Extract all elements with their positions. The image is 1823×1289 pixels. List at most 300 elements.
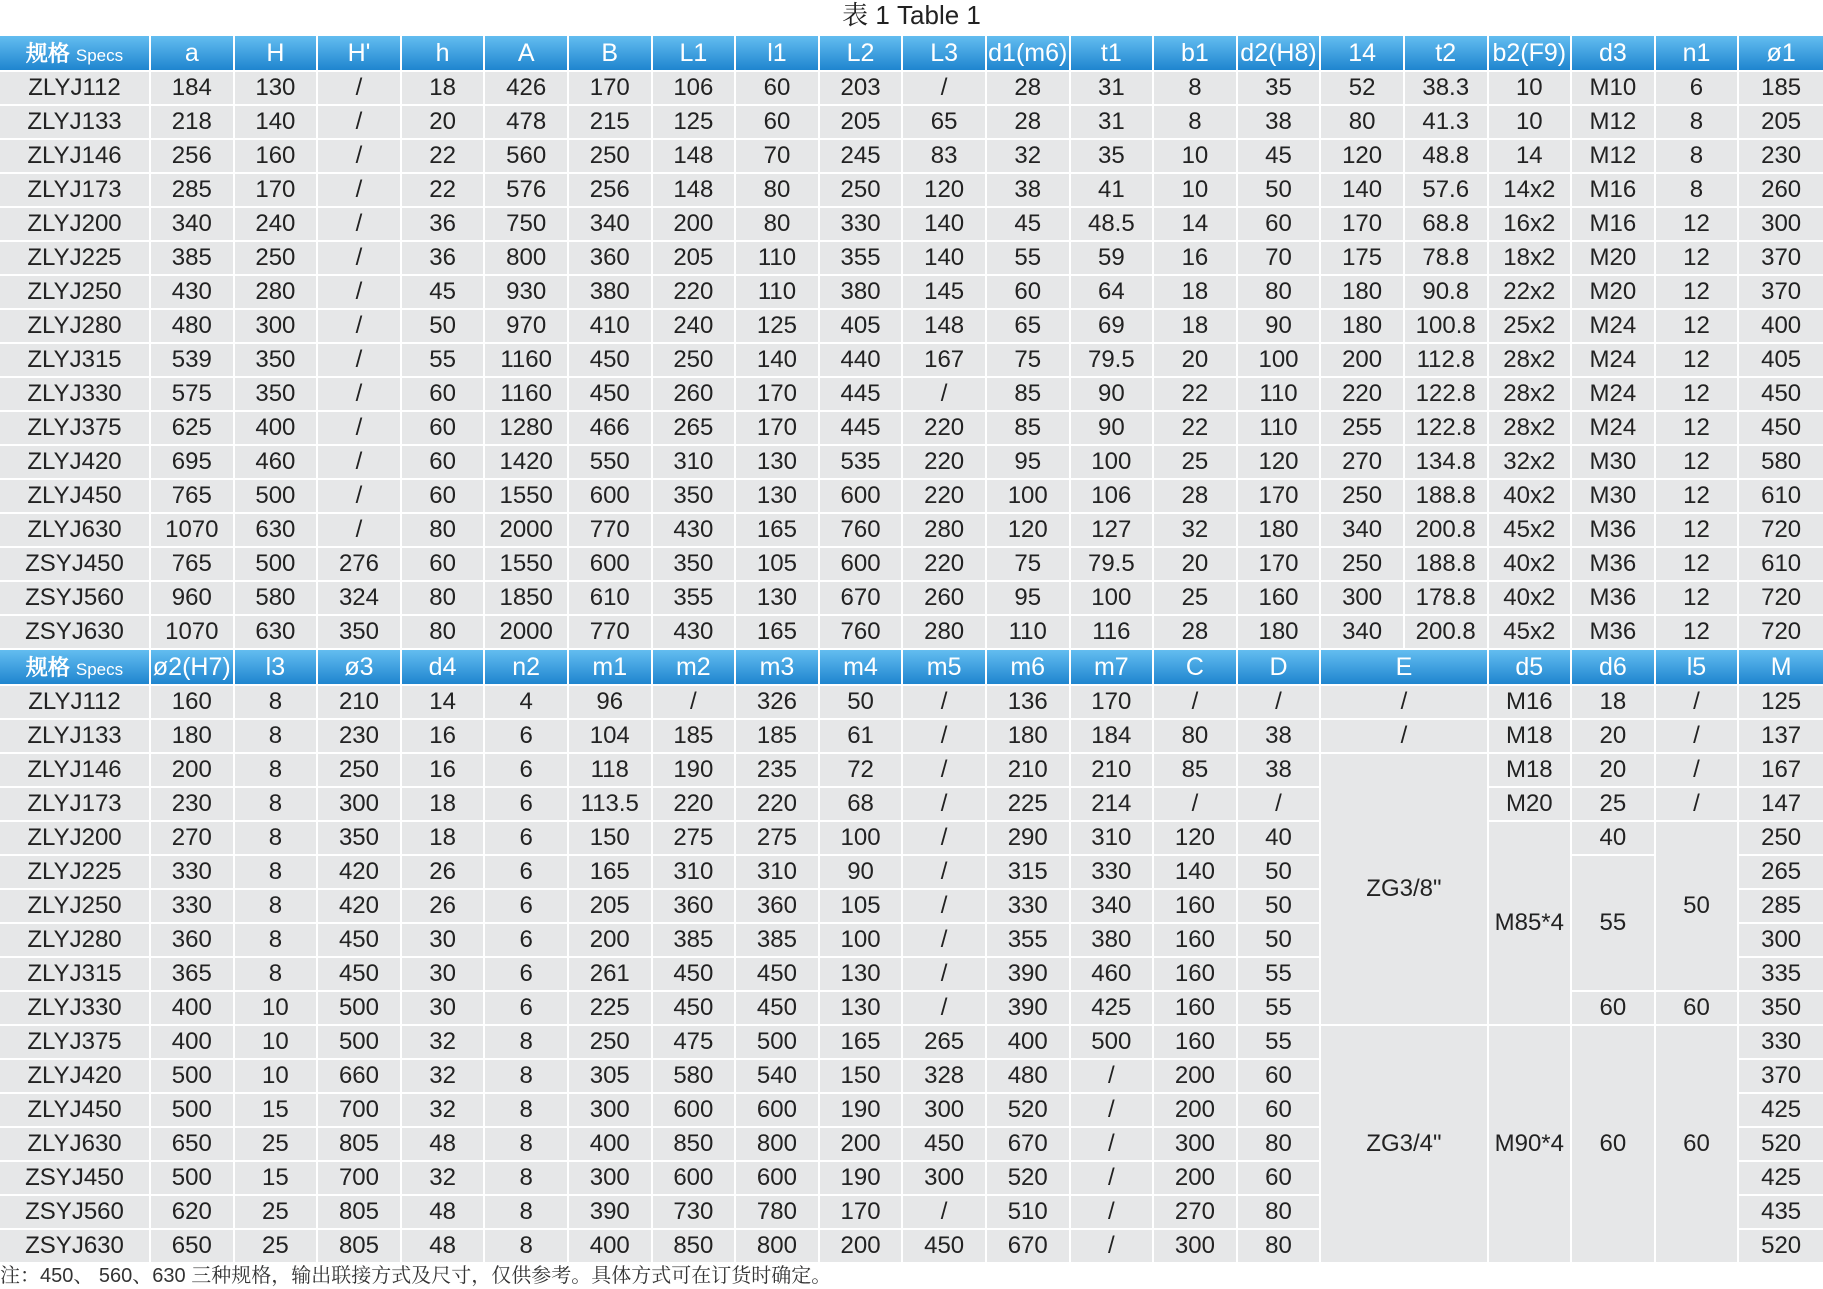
table-cell: 160	[235, 140, 319, 174]
table-cell: 25	[235, 1128, 319, 1162]
column-header: D	[1238, 650, 1322, 686]
table-cell: 28	[987, 72, 1071, 106]
column-header: 14	[1321, 36, 1405, 72]
table-cell: 178.8	[1405, 582, 1489, 616]
table-cell: 31	[1071, 72, 1155, 106]
table-cell: 80	[402, 514, 486, 548]
table-cell: 200	[569, 924, 653, 958]
table-cell: 600	[653, 1094, 737, 1128]
table-cell: /	[903, 822, 987, 856]
table-cell: 125	[736, 310, 820, 344]
column-header: m5	[903, 650, 987, 686]
table-cell: 165	[736, 514, 820, 548]
table-cell: 370	[1739, 276, 1823, 310]
table-cell: 8	[235, 924, 319, 958]
table-cell: 60	[987, 276, 1071, 310]
table-cell: /	[1321, 720, 1488, 754]
table-cell: 120	[987, 514, 1071, 548]
spec-cell: ZLYJ250	[0, 276, 151, 310]
column-header: n2	[485, 650, 569, 686]
column-header: m2	[653, 650, 737, 686]
table-cell: 10	[1154, 140, 1238, 174]
table-cell: 120	[903, 174, 987, 208]
table-cell: 6	[485, 754, 569, 788]
header-row	[0, 650, 1823, 686]
table-cell: 190	[653, 754, 737, 788]
table-cell: /	[1656, 720, 1740, 754]
table-cell: 100	[1071, 582, 1155, 616]
table-cell: 15	[235, 1094, 319, 1128]
table-cell: 38	[1238, 720, 1322, 754]
table-cell: 230	[151, 788, 235, 822]
table-cell: 32	[402, 1060, 486, 1094]
table-cell: /	[318, 378, 402, 412]
table-cell: 390	[987, 992, 1071, 1026]
table-cell: 60	[1238, 1060, 1322, 1094]
table-cell: 625	[151, 412, 235, 446]
table-cell: 12	[1656, 344, 1740, 378]
table-row	[0, 310, 1823, 344]
table-cell: 300	[1154, 1230, 1238, 1264]
table-cell: 148	[903, 310, 987, 344]
table-cell: 805	[318, 1128, 402, 1162]
table-cell: 700	[318, 1162, 402, 1196]
table-cell: 340	[569, 208, 653, 242]
table-row	[0, 412, 1823, 446]
table-cell: 190	[820, 1162, 904, 1196]
table-cell: 8	[1656, 174, 1740, 208]
table-cell: 145	[903, 276, 987, 310]
table-cell: 203	[820, 72, 904, 106]
table-cell: 218	[151, 106, 235, 140]
table-cell: 40	[1572, 822, 1656, 856]
table-cell: 130	[235, 72, 319, 106]
table-cell: 31	[1071, 106, 1155, 140]
table-cell: 200.8	[1405, 514, 1489, 548]
table-cell: 175	[1321, 242, 1405, 276]
table-cell: 450	[903, 1128, 987, 1162]
column-header: l1	[736, 36, 820, 72]
table-cell: 80	[736, 174, 820, 208]
table-cell: 480	[151, 310, 235, 344]
table-cell: 330	[1071, 856, 1155, 890]
table-cell: 18	[1572, 686, 1656, 720]
spec-cell: ZLYJ112	[0, 72, 151, 106]
table-cell: 326	[736, 686, 820, 720]
table-cell: 41.3	[1405, 106, 1489, 140]
table-cell: 6	[485, 822, 569, 856]
table-cell: 450	[569, 344, 653, 378]
table-cell: 250	[1739, 822, 1823, 856]
table-cell: 60	[402, 480, 486, 514]
column-header: H	[235, 36, 319, 72]
table-cell: 265	[653, 412, 737, 446]
table-cell: 280	[903, 616, 987, 650]
table-cell: 170	[235, 174, 319, 208]
column-header: l5	[1656, 650, 1740, 686]
table-cell: 600	[653, 1162, 737, 1196]
table-cell: 80	[1238, 1230, 1322, 1264]
table-cell: 760	[820, 514, 904, 548]
table-cell: 100	[820, 924, 904, 958]
spec-cell: ZLYJ330	[0, 992, 151, 1026]
table-cell: 185	[1739, 72, 1823, 106]
table-cell: 370	[1739, 1060, 1823, 1094]
table-cell: /	[903, 788, 987, 822]
table-cell: 256	[569, 174, 653, 208]
table-cell: 305	[569, 1060, 653, 1094]
table-cell: M16	[1489, 686, 1573, 720]
table-cell: 8	[235, 686, 319, 720]
column-header-e: E	[1321, 650, 1488, 686]
table-cell: 106	[1071, 480, 1155, 514]
table-cell: 500	[318, 1026, 402, 1060]
table-cell: 14	[1489, 140, 1573, 174]
table-cell: 160	[151, 686, 235, 720]
table-cell: 350	[235, 344, 319, 378]
table-row	[0, 822, 1823, 856]
table-cell: 285	[1739, 890, 1823, 924]
table-cell: 1070	[151, 616, 235, 650]
spec-cell: ZLYJ173	[0, 174, 151, 208]
table-cell: 12	[1656, 616, 1740, 650]
table-cell: 8	[485, 1196, 569, 1230]
table-cell: 120	[1238, 446, 1322, 480]
table-cell: 160	[1154, 924, 1238, 958]
table-cell: 22	[1154, 378, 1238, 412]
table-cell: 12	[1656, 378, 1740, 412]
table-cell: 850	[653, 1230, 737, 1264]
table-cell: 6	[485, 890, 569, 924]
table-cell: 250	[820, 174, 904, 208]
table-cell: 370	[1739, 242, 1823, 276]
table-cell: 350	[235, 378, 319, 412]
table-cell: 300	[569, 1094, 653, 1128]
table-cell: 355	[653, 582, 737, 616]
table-cell: 300	[235, 310, 319, 344]
column-header: M	[1739, 650, 1823, 686]
table-cell: 576	[485, 174, 569, 208]
table-cell: 600	[569, 480, 653, 514]
table-cell: 8	[485, 1230, 569, 1264]
table-cell: 130	[736, 480, 820, 514]
spec-cell: ZLYJ200	[0, 208, 151, 242]
table-cell: 170	[820, 1196, 904, 1230]
table-cell: /	[1071, 1128, 1155, 1162]
table-cell: 205	[1739, 106, 1823, 140]
table-cell: M24	[1572, 310, 1656, 344]
table-cell: 330	[987, 890, 1071, 924]
column-header: t1	[1071, 36, 1155, 72]
table-cell: 760	[820, 616, 904, 650]
table-cell: 160	[1238, 582, 1322, 616]
table-cell: 80	[1321, 106, 1405, 140]
table-cell: 520	[1739, 1230, 1823, 1264]
table-cell: 127	[1071, 514, 1155, 548]
table-cell: 80	[402, 582, 486, 616]
table-cell: 55	[402, 344, 486, 378]
table-cell: 460	[1071, 958, 1155, 992]
table-cell: 40	[1238, 822, 1322, 856]
table-cell: 45x2	[1489, 616, 1573, 650]
table-cell: 600	[820, 480, 904, 514]
table-cell: /	[903, 686, 987, 720]
table-cell: 52	[1321, 72, 1405, 106]
table-cell: 180	[987, 720, 1071, 754]
table-cell: 150	[569, 822, 653, 856]
table-cell: 500	[1071, 1026, 1155, 1060]
table-cell: 660	[318, 1060, 402, 1094]
table-cell: 12	[1656, 412, 1740, 446]
table-cell: M16	[1572, 208, 1656, 242]
table-cell: 80	[736, 208, 820, 242]
table-cell: 276	[318, 548, 402, 582]
table-cell: 285	[151, 174, 235, 208]
table-cell: 16x2	[1489, 208, 1573, 242]
table-cell: 12	[1656, 514, 1740, 548]
table-cell: 450	[653, 958, 737, 992]
table-cell: 580	[1739, 446, 1823, 480]
table-cell: 270	[151, 822, 235, 856]
table-cell: 80	[1238, 1196, 1322, 1230]
table-cell: 8	[235, 890, 319, 924]
column-header: d4	[402, 650, 486, 686]
table-cell: 350	[653, 480, 737, 514]
table-cell: 140	[903, 242, 987, 276]
table-cell: 60	[402, 378, 486, 412]
table-row	[0, 754, 1823, 788]
table-cell: 400	[569, 1128, 653, 1162]
table-cell: M18	[1489, 754, 1573, 788]
table-cell: 400	[1739, 310, 1823, 344]
table-cell: /	[318, 412, 402, 446]
table-cell: 60	[736, 72, 820, 106]
table-cell: 188.8	[1405, 480, 1489, 514]
table-cell: 90	[1071, 378, 1155, 412]
table-cell: 130	[736, 582, 820, 616]
table-cell: 425	[1071, 992, 1155, 1026]
table-cell: 450	[569, 378, 653, 412]
table-cell: 265	[1739, 856, 1823, 890]
table-cell: 10	[1489, 72, 1573, 106]
table-cell: 45	[402, 276, 486, 310]
column-header: b2(F9)	[1489, 36, 1573, 72]
table-cell: 40x2	[1489, 480, 1573, 514]
table-cell: 390	[987, 958, 1071, 992]
table-cell: 36	[402, 242, 486, 276]
table-cell: 250	[235, 242, 319, 276]
table-cell: M36	[1572, 616, 1656, 650]
table-cell: 250	[1321, 548, 1405, 582]
table-cell: 8	[1656, 140, 1740, 174]
table-cell: 148	[653, 140, 737, 174]
merged-cell-d5: M85*4	[1489, 822, 1573, 1026]
table-cell: 112.8	[1405, 344, 1489, 378]
spec-table	[0, 36, 1823, 1264]
table-cell: /	[1656, 754, 1740, 788]
table-cell: 200	[1154, 1094, 1238, 1128]
table-cell: 18x2	[1489, 242, 1573, 276]
table-cell: 25	[1154, 582, 1238, 616]
table-cell: 330	[151, 890, 235, 924]
table-cell: /	[318, 72, 402, 106]
table-cell: 8	[235, 958, 319, 992]
table-cell: M24	[1572, 412, 1656, 446]
table-cell: /	[1071, 1094, 1155, 1128]
table-cell: 100	[987, 480, 1071, 514]
table-cell: 180	[151, 720, 235, 754]
table2-head	[0, 650, 1823, 686]
table-cell: 83	[903, 140, 987, 174]
spec-cell: ZLYJ630	[0, 514, 151, 548]
table-cell: 340	[1321, 514, 1405, 548]
table-cell: 385	[736, 924, 820, 958]
table-cell: 12	[1656, 582, 1740, 616]
table-cell: 800	[485, 242, 569, 276]
table-cell: 540	[736, 1060, 820, 1094]
table-cell: 20	[402, 106, 486, 140]
table-cell: /	[1656, 788, 1740, 822]
table-cell: 960	[151, 582, 235, 616]
table-cell: 4	[485, 686, 569, 720]
table-cell: 360	[569, 242, 653, 276]
column-header: L1	[653, 36, 737, 72]
table-cell: 280	[235, 276, 319, 310]
table-row	[0, 1026, 1823, 1060]
table-cell: 55	[1238, 1026, 1322, 1060]
table-cell: 140	[903, 208, 987, 242]
table-cell: 16	[1154, 242, 1238, 276]
table-cell: 200	[151, 754, 235, 788]
table-cell: 235	[736, 754, 820, 788]
table-cell: 140	[1154, 856, 1238, 890]
table-cell: 8	[1154, 72, 1238, 106]
table-cell: 500	[736, 1026, 820, 1060]
table-cell: /	[903, 924, 987, 958]
table-cell: /	[318, 310, 402, 344]
table-cell: 170	[1321, 208, 1405, 242]
table-cell: /	[903, 992, 987, 1026]
table-cell: /	[318, 106, 402, 140]
table-cell: 600	[736, 1162, 820, 1196]
table-cell: 32	[987, 140, 1071, 174]
table-cell: 12	[1656, 208, 1740, 242]
table-row	[0, 242, 1823, 276]
table-cell: 670	[987, 1128, 1071, 1162]
table-cell: 48.5	[1071, 208, 1155, 242]
table-cell: 220	[903, 548, 987, 582]
table-cell: 310	[1071, 822, 1155, 856]
table-cell: 122.8	[1405, 412, 1489, 446]
table-cell: 85	[987, 412, 1071, 446]
table-cell: M10	[1572, 72, 1656, 106]
table-cell: 245	[820, 140, 904, 174]
table-cell: 8	[235, 788, 319, 822]
column-header: d1(m6)	[987, 36, 1071, 72]
table-cell: 32	[402, 1026, 486, 1060]
table-cell: 20	[1154, 548, 1238, 582]
table-cell: 400	[235, 412, 319, 446]
table-cell: 8	[485, 1128, 569, 1162]
table-row	[0, 174, 1823, 208]
table-cell: 340	[151, 208, 235, 242]
table-cell: 68	[820, 788, 904, 822]
table-cell: 250	[569, 1026, 653, 1060]
table-cell: /	[1071, 1230, 1155, 1264]
table-cell: 6	[1656, 72, 1740, 106]
table-cell: 450	[736, 992, 820, 1026]
table-cell: 26	[402, 856, 486, 890]
table1-body	[0, 72, 1823, 650]
spec-cell: ZLYJ450	[0, 480, 151, 514]
table-cell: 700	[318, 1094, 402, 1128]
merged-cell-d6: 60	[1572, 1026, 1656, 1264]
table-cell: 184	[151, 72, 235, 106]
table-cell: 300	[569, 1162, 653, 1196]
table-cell: 250	[318, 754, 402, 788]
table-cell: 450	[318, 924, 402, 958]
table-cell: 32	[1154, 514, 1238, 548]
table-cell: 250	[569, 140, 653, 174]
table-cell: 130	[820, 992, 904, 1026]
table-cell: 80	[1154, 720, 1238, 754]
table-cell: 8	[1154, 106, 1238, 140]
table-cell: /	[903, 378, 987, 412]
table-cell: /	[903, 72, 987, 106]
table-cell: 32	[402, 1094, 486, 1128]
table-cell: 300	[903, 1162, 987, 1196]
table-cell: 106	[653, 72, 737, 106]
table-cell: 575	[151, 378, 235, 412]
table-cell: 57.6	[1405, 174, 1489, 208]
table-cell: 50	[1238, 924, 1322, 958]
table-cell: 100	[1238, 344, 1322, 378]
table-cell: 450	[1739, 378, 1823, 412]
table-cell: 14	[402, 686, 486, 720]
table-cell: 500	[151, 1162, 235, 1196]
table-cell: 250	[653, 344, 737, 378]
table-cell: 110	[736, 242, 820, 276]
column-header: H'	[318, 36, 402, 72]
table-cell: 8	[485, 1094, 569, 1128]
table-cell: 420	[318, 890, 402, 924]
column-header: m6	[987, 650, 1071, 686]
table-cell: 140	[736, 344, 820, 378]
table-cell: 365	[151, 958, 235, 992]
table-cell: 110	[1238, 378, 1322, 412]
table-cell: 630	[235, 514, 319, 548]
table-cell: 1160	[485, 344, 569, 378]
table-cell: 116	[1071, 616, 1155, 650]
table-cell: 300	[1154, 1128, 1238, 1162]
spec-cell: ZLYJ420	[0, 446, 151, 480]
column-header: A	[485, 36, 569, 72]
table-cell: 78.8	[1405, 242, 1489, 276]
table-cell: /	[318, 208, 402, 242]
table-cell: 38.3	[1405, 72, 1489, 106]
table-row	[0, 208, 1823, 242]
table-cell: 16	[402, 720, 486, 754]
table-cell: 60	[402, 446, 486, 480]
table-cell: 765	[151, 548, 235, 582]
table-cell: 250	[1321, 480, 1405, 514]
table-cell: 535	[820, 446, 904, 480]
merged-cell-d5: M90*4	[1489, 1026, 1573, 1264]
table-cell: 765	[151, 480, 235, 514]
table-cell: 720	[1739, 514, 1823, 548]
spec-cell: ZLYJ200	[0, 822, 151, 856]
spec-cell: ZSYJ450	[0, 1162, 151, 1196]
